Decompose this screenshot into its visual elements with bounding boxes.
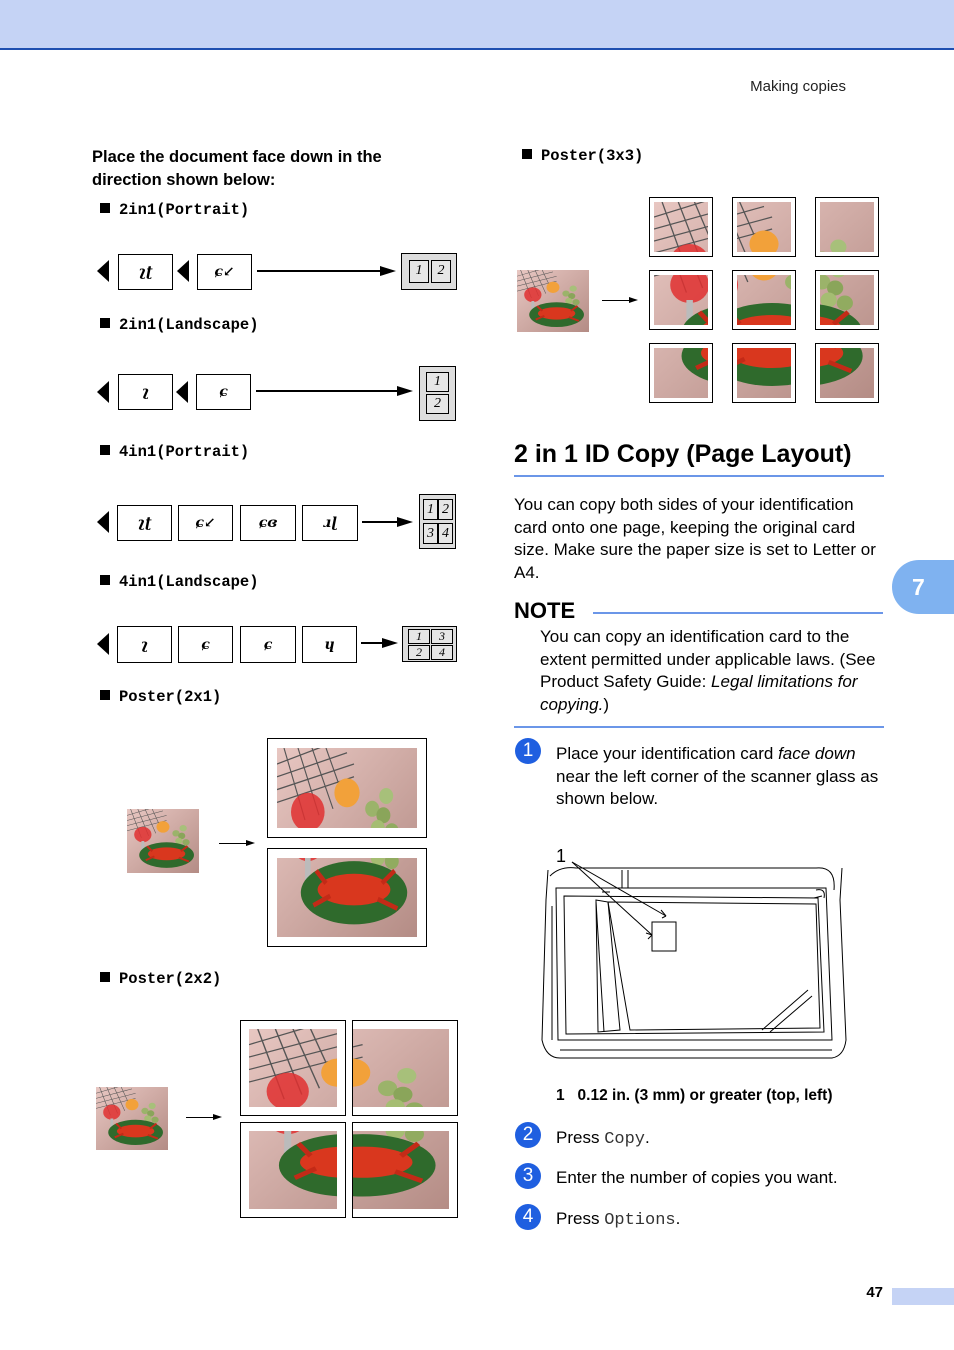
arrow-line (257, 270, 381, 272)
note-body: You can copy an identification card to the extent permitted under applicable laws. (See Product Safety Guide: Legal limitations for copying.) (540, 627, 876, 714)
bullet-square-icon (100, 445, 110, 455)
arrow-right-icon (213, 1114, 222, 1120)
note-rule-bottom (514, 726, 884, 728)
arrow-right-icon (397, 517, 413, 527)
bullet-square-icon (100, 972, 110, 982)
tile-photo (249, 1131, 337, 1209)
original-page (178, 626, 233, 663)
poster-tile (267, 738, 427, 838)
tile-photo (654, 275, 708, 325)
step-text: Place your identification card face down near the left corner of the scanner glass as shown below. (556, 744, 879, 808)
left-triangle-icon (176, 381, 188, 403)
source-photo (517, 270, 589, 332)
arrow-right-icon (397, 386, 413, 396)
tile-photo (353, 1131, 449, 1209)
callout-label: 1 (556, 846, 567, 866)
header-bar (0, 0, 954, 50)
left-triangle-icon (97, 633, 109, 655)
poster-tile (240, 1020, 346, 1116)
tile-photo (654, 202, 708, 252)
page-orientation-glyph: ʅʈ (137, 515, 152, 531)
bullet-square-icon (100, 690, 110, 700)
section-label-poster-2x2: Poster(2x2) (100, 970, 221, 988)
original-page (117, 505, 172, 541)
left-triangle-icon (97, 260, 109, 282)
arrow-right-icon (380, 266, 396, 276)
section-label-poster-2x1: Poster(2x1) (100, 688, 221, 706)
original-page (240, 505, 296, 541)
page-orientation-glyph: ʅ (140, 636, 149, 653)
result-page: 1 2 3 4 (419, 494, 456, 549)
left-triangle-icon (97, 511, 109, 533)
instruction-heading: Place the document face down in the direction shown below: (92, 148, 382, 189)
section-label-2in1-portrait: 2in1(Portrait) (100, 201, 249, 219)
poster-tile (815, 197, 879, 257)
tile-photo (277, 748, 417, 828)
original-page (302, 626, 357, 663)
original-page (117, 626, 172, 663)
arrow-line (256, 390, 398, 392)
page-orientation-glyph: ɥ (324, 636, 335, 653)
step-text: Press Options. (556, 1209, 681, 1230)
figure-caption: 1 0.12 in. (3 mm) or greater (top, left) (556, 1087, 833, 1104)
section-heading: 2 in 1 ID Copy (Page Layout) (514, 440, 884, 477)
original-page (197, 254, 252, 290)
poster-tile (732, 270, 796, 330)
section-label-4in1-portrait: 4in1(Portrait) (100, 443, 249, 461)
bullet-square-icon (100, 575, 110, 585)
page-orientation-glyph: ɕ↙ (195, 515, 216, 531)
poster-tile (267, 848, 427, 947)
poster-tile (732, 197, 796, 257)
note-rule (593, 612, 883, 614)
step-number-badge: 2 (515, 1122, 541, 1148)
original-page (118, 374, 173, 410)
arrow-right-icon (629, 297, 638, 303)
tile-photo (820, 275, 874, 325)
section-label-2in1-landscape: 2in1(Landscape) (100, 316, 259, 334)
poster-tile (352, 1122, 458, 1218)
poster-tile (815, 270, 879, 330)
tile-photo (249, 1029, 337, 1107)
page-orientation-glyph: ʅʈ (138, 264, 153, 280)
bullet-square-icon (100, 203, 110, 213)
section-label-4in1-landscape: 4in1(Landscape) (100, 573, 259, 591)
poster-tile (240, 1122, 346, 1218)
page-orientation-glyph: ɕ (201, 636, 210, 653)
result-page: 1 2 (401, 253, 457, 290)
arrow-line (602, 300, 630, 301)
source-photo (127, 809, 199, 873)
chapter-tab: 7 (892, 560, 954, 614)
step-text: Press Copy. (556, 1128, 650, 1149)
original-page (302, 505, 358, 541)
left-triangle-icon (97, 381, 109, 403)
original-page (118, 254, 173, 290)
tile-photo (737, 275, 791, 325)
step-number-badge: 4 (515, 1204, 541, 1230)
arrow-line (219, 843, 247, 844)
tile-photo (353, 1029, 449, 1107)
tile-photo (737, 348, 791, 398)
note-title: NOTE (514, 598, 576, 623)
section-label-poster-3x3: Poster(3x3) (522, 147, 643, 165)
tile-photo (820, 348, 874, 398)
bullet-square-icon (522, 149, 532, 159)
running-title: Making copies (750, 78, 846, 95)
arrow-line (186, 1117, 214, 1118)
poster-tile (649, 270, 713, 330)
poster-tile (352, 1020, 458, 1116)
arrow-right-icon (246, 840, 255, 846)
left-triangle-icon (177, 260, 189, 282)
tile-photo (820, 202, 874, 252)
poster-tile (815, 343, 879, 403)
step-number-badge: 1 (515, 738, 541, 764)
original-page (178, 505, 233, 541)
page-orientation-glyph: ɕ (219, 384, 228, 400)
arrow-line (361, 642, 383, 644)
step-text: Enter the number of copies you want. (556, 1168, 838, 1187)
page-orientation-glyph: ɕ↙ (214, 264, 235, 280)
poster-tile (649, 197, 713, 257)
result-page: 1 3 2 4 (402, 626, 457, 662)
tile-photo (654, 348, 708, 398)
poster-tile (732, 343, 796, 403)
arrow-right-icon (382, 638, 398, 648)
tile-photo (737, 202, 791, 252)
page-orientation-glyph: ɕ (263, 636, 273, 653)
step-number-badge: 3 (515, 1163, 541, 1189)
original-page (240, 626, 296, 663)
scanner-glass-illustration (536, 840, 856, 1065)
arrow-line (362, 521, 398, 523)
page-orientation-glyph: ɕɞ (258, 515, 278, 531)
page-orientation-glyph: ʅ (141, 384, 150, 400)
poster-tile (649, 343, 713, 403)
tile-photo (277, 858, 417, 937)
page-orientation-glyph: ɹɭ (323, 515, 337, 531)
intro-paragraph: You can copy both sides of your identification card onto one page, keeping the original card size. Make sure the paper size is set to Letter or A4. (514, 495, 876, 582)
original-page (196, 374, 251, 410)
page-number: 47 (866, 1284, 883, 1301)
footer-bar (892, 1288, 954, 1305)
result-page: 1 2 (419, 366, 456, 421)
bullet-square-icon (100, 318, 110, 328)
source-photo (96, 1087, 168, 1150)
